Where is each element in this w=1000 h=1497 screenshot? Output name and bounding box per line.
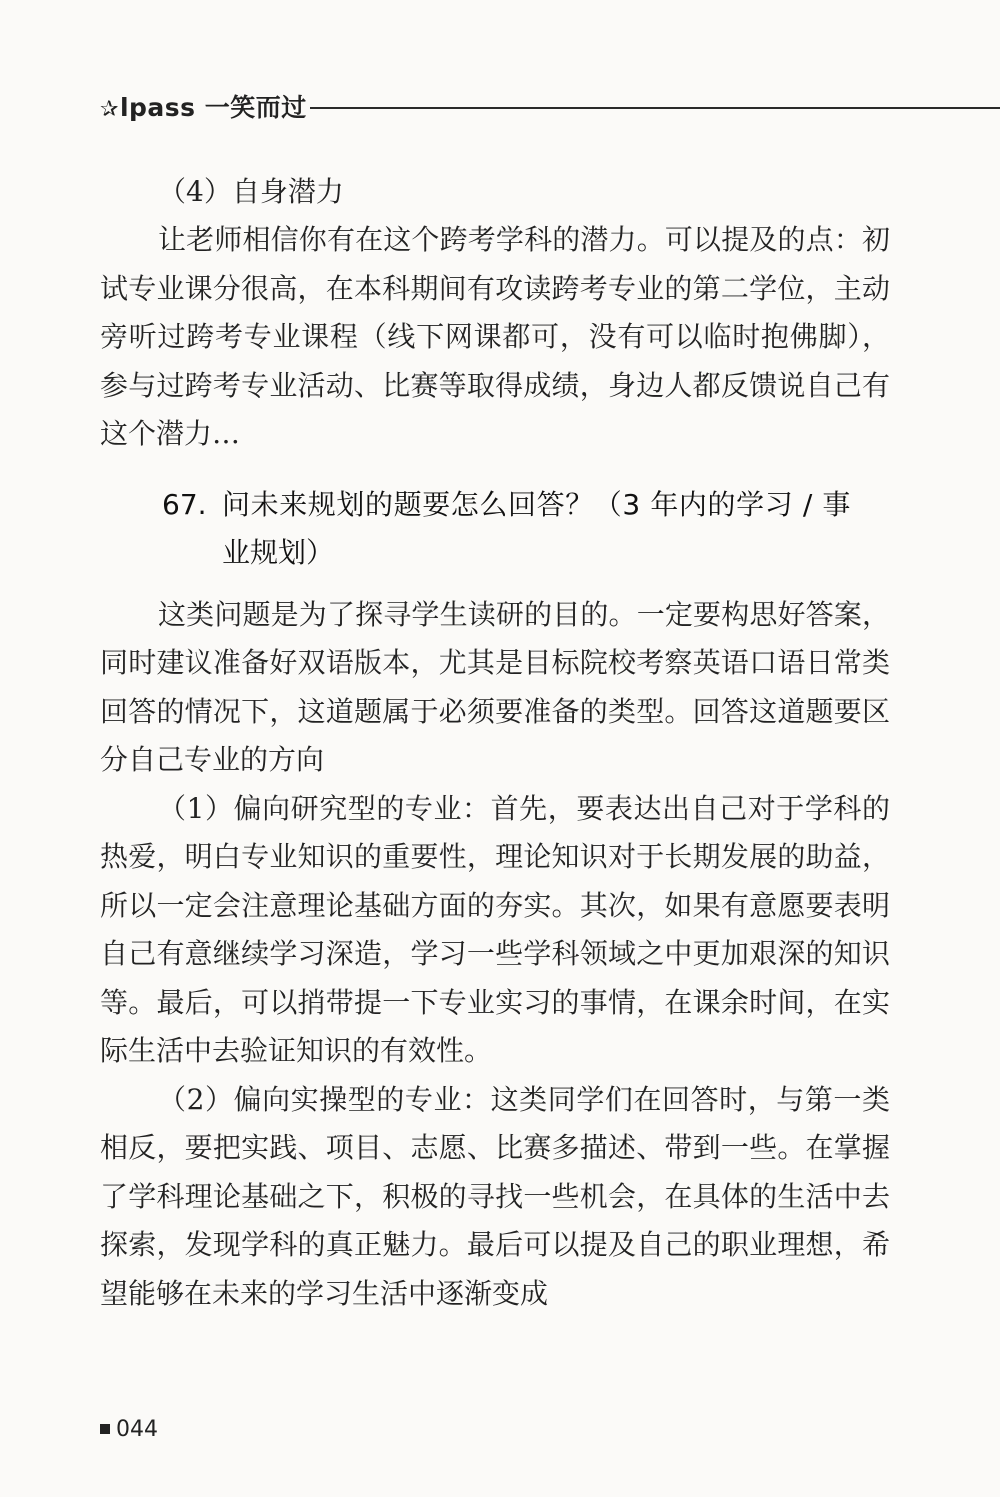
question-number: 67. [162, 487, 207, 521]
question-heading [100, 481, 890, 577]
brand-tagline: 一笑而过 [204, 93, 307, 122]
section-paragraph: 让老师相信你有在这个跨考学科的潜力。可以提及的点：初试专业课分很高，在本科期间有攻读跨考专业的第二学位，主动旁听过跨考专业课程（线下网课都可，没有可以临时抱佛脚），参与过跨考专业活动、比赛等取得成绩，身边人都反馈说自己有这个潜力… [100, 223, 890, 450]
question-line-1: 问未来规划的题要怎么回答？（3 年内的学习 / 事 [222, 487, 851, 521]
section-heading: （4）自身潜力 [158, 175, 344, 208]
footer-square-icon [100, 1424, 110, 1434]
page-footer [100, 1415, 158, 1445]
brand-star-icon: ✰ [100, 97, 119, 122]
answer-point-1: （1）偏向研究型的专业：首先，要表达出自己对于学科的热爱，明白专业知识的重要性，理论知识对于长期发展的助益，所以一定会注意理论基础方面的夯实。其次，如果有意愿要表明自己有意继续学习深造，学习一些学科领域之中更加艰深的知识等。最后，可以捎带提一下专业实习的事情，在课余时间，在实际生活中去验证知识的有效性。 [100, 791, 890, 1067]
answer-intro: 这类问题是为了探寻学生读研的目的。一定要构思好答案，同时建议准备好双语版本，尤其是目标院校考察英语口语日常类回答的情况下，这道题属于必须要准备的类型。回答这道题要区分自己专业的方向 [100, 597, 890, 776]
page-body [100, 168, 890, 1318]
running-header [100, 88, 1000, 128]
answer-point-2: （2）偏向实操型的专业：这类同学们在回答时，与第一类相反，要把实践、项目、志愿、比赛多描述、带到一些。在掌握了学科理论基础之下，积极的寻找一些机会，在具体的生活中去探索，发现学科的真正魅力。最后可以提及自己的职业理想，希望能够在未来的学习生活中逐渐变成 [100, 1082, 890, 1310]
page-number: 044 [116, 1417, 158, 1442]
question-line-2: 业规划） [222, 535, 335, 569]
header-rule [310, 107, 1000, 109]
brand-name: lpass [119, 93, 196, 122]
question-text [222, 481, 890, 577]
brand-logo [100, 88, 307, 130]
